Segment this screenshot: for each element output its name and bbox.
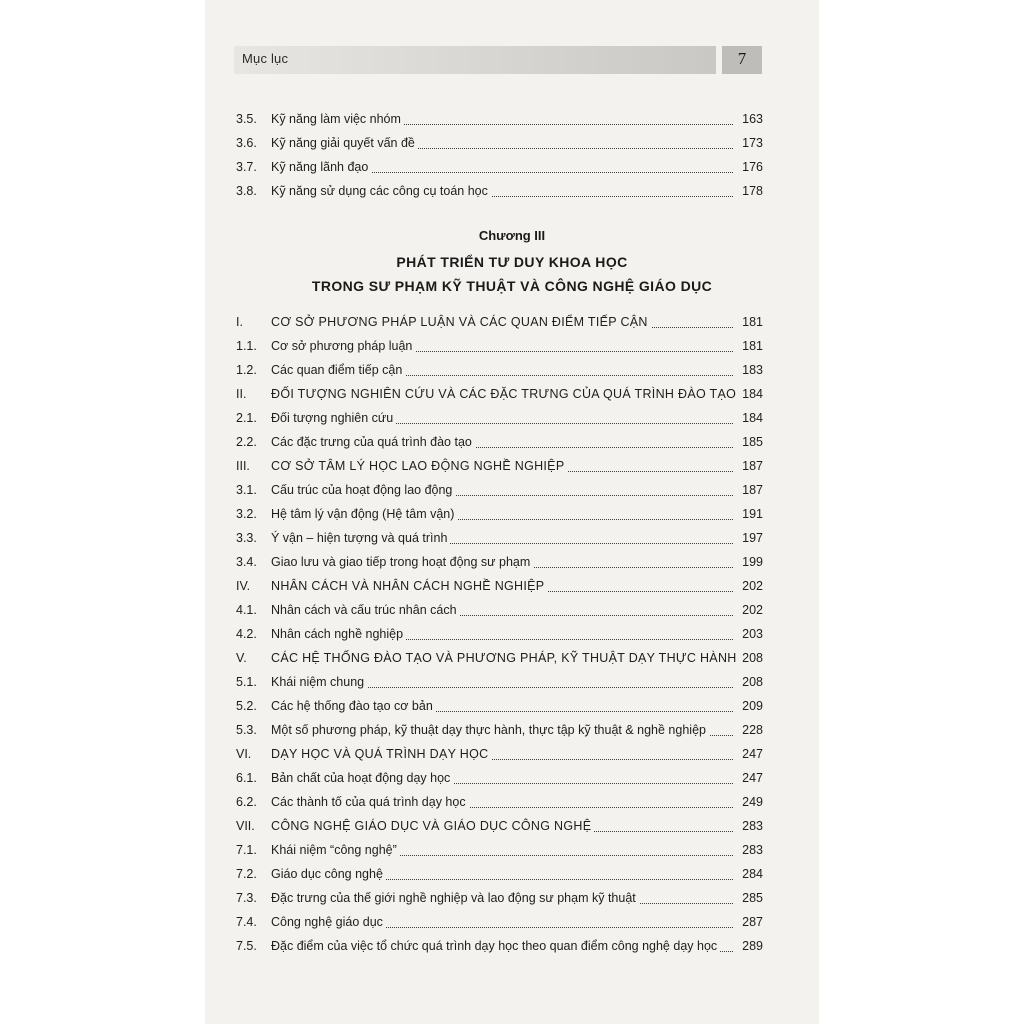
toc-entry-number: 4.2. [236,627,257,641]
toc-entry-page: 191 [739,503,763,525]
toc-entry-title: Cơ sở phương pháp luận [271,335,415,357]
toc-entry-page: 247 [739,767,763,789]
toc-entry [236,108,763,130]
toc-entry-number: 7.5. [236,939,257,953]
toc-entry-number: 3.1. [236,483,257,497]
toc-entry-page: 163 [739,108,763,130]
toc-entry-page: 185 [739,431,763,453]
toc-entry-page: 203 [739,623,763,645]
toc-entry [236,527,763,549]
toc-entry-section [236,455,763,477]
toc-entry-page: 209 [739,695,763,717]
running-header [234,46,716,74]
toc-entry-title: Giáo dục công nghệ [271,863,386,885]
toc-entry-number: II. [236,387,247,401]
toc-entry [236,359,763,381]
toc-entry-title: Công nghệ giáo dục [271,911,386,933]
chapter-label: Chương III [478,228,546,243]
toc-entry-title: Các hệ thống đào tạo cơ bản [271,695,436,717]
toc-entry [236,695,763,717]
toc-entry-number: 4.1. [236,603,257,617]
toc-entry-page: 173 [739,132,763,154]
toc-entry-title: Đặc điểm của việc tổ chức quá trình dạy học theo quan điểm công nghệ dạy học [271,935,720,957]
toc-entry-number: 3.8. [236,184,257,198]
toc-entry-title: Ý vận – hiện tượng và quá trình [271,527,450,549]
toc-entry-title: CƠ SỞ PHƯƠNG PHÁP LUẬN VÀ CÁC QUAN ĐIỂM TIẾP CẬN [271,311,651,333]
toc-entry-title: Khái niệm “công nghệ” [271,839,400,861]
toc-entry-title: Kỹ năng làm việc nhóm [271,108,404,130]
toc-entry-page: 199 [739,551,763,573]
toc-entry-page: 208 [739,647,763,669]
page-number: 7 [737,49,747,68]
toc-entry-title: Cấu trúc của hoạt động lao động [271,479,455,501]
toc-entry-page: 247 [739,743,763,765]
toc-entry-number: 7.1. [236,843,257,857]
toc-entry [236,431,763,453]
toc-entry-page: 178 [739,180,763,202]
toc-entry-title: Nhân cách và cấu trúc nhân cách [271,599,460,621]
running-header-title: Mục lục [242,51,289,66]
toc-entry [236,503,763,525]
toc-entry-page: 228 [739,719,763,741]
toc-entry [236,156,763,178]
toc-entry-title: Các đặc trưng của quá trình đào tạo [271,431,475,453]
toc-entry-page: 187 [739,455,763,477]
toc-entry [236,911,763,933]
toc-entry-title: Các thành tố của quá trình dạy học [271,791,469,813]
chapter-title-line-2: TRONG SƯ PHẠM KỸ THUẬT VÀ CÔNG NGHỆ GIÁO DỤC [311,278,713,294]
toc-entry-number: 3.6. [236,136,257,150]
toc-entry-number: 5.2. [236,699,257,713]
toc-entry-title: Kỹ năng lãnh đạo [271,156,371,178]
toc-entry-number: VII. [236,819,255,833]
toc-entry [236,335,763,357]
toc-entry-number: 3.5. [236,112,257,126]
toc-entry-page: 283 [739,815,763,837]
toc-entry [236,791,763,813]
toc-entry-title: Đặc trưng của thế giới nghề nghiệp và lao động sư phạm kỹ thuật [271,887,639,909]
toc-entry-title: CÔNG NGHỆ GIÁO DỤC VÀ GIÁO DỤC CÔNG NGHỆ [271,815,594,837]
toc-entry-section [236,383,763,405]
toc-entry-title: Các quan điểm tiếp cận [271,359,405,381]
toc-entry-page: 197 [739,527,763,549]
toc-entry [236,623,763,645]
toc-entry-title: NHÂN CÁCH VÀ NHÂN CÁCH NGHỀ NGHIỆP [271,575,547,597]
toc-entry-number: I. [236,315,243,329]
toc-entry [236,599,763,621]
toc-entry-title: Bản chất của hoạt động dạy học [271,767,453,789]
toc-entry-number: 3.2. [236,507,257,521]
toc-entry-number: 5.1. [236,675,257,689]
toc-entry-page: 184 [739,383,763,405]
toc-entry-page: 208 [739,671,763,693]
toc-entry-page: 285 [739,887,763,909]
toc-entry-number: 5.3. [236,723,257,737]
toc-entry-title: DẠY HỌC VÀ QUÁ TRÌNH DẠY HỌC [271,743,491,765]
toc-entry [236,132,763,154]
book-page [205,0,819,1024]
toc-entry-number: 3.7. [236,160,257,174]
toc-entry-page: 289 [739,935,763,957]
toc-entry-number: III. [236,459,250,473]
toc-entry-number: 7.4. [236,915,257,929]
toc-entry-title: Đối tượng nghiên cứu [271,407,396,429]
toc-entry-page: 249 [739,791,763,813]
toc-entry-number: 3.4. [236,555,257,569]
toc-entry [236,551,763,573]
toc-entry-page: 181 [739,335,763,357]
toc-entry-number: 1.2. [236,363,257,377]
toc-entry-title: Nhân cách nghề nghiệp [271,623,406,645]
page-number-box [722,46,762,74]
toc-entry-number: 3.3. [236,531,257,545]
toc-entry-number: IV. [236,579,251,593]
toc-entry-title: ĐỐI TƯỢNG NGHIÊN CỨU VÀ CÁC ĐẶC TRƯNG CỦA QUÁ TRÌNH ĐÀO TẠO [271,383,739,405]
toc-entry-section [236,815,763,837]
toc-entry-page: 181 [739,311,763,333]
toc-entry-number: 7.3. [236,891,257,905]
toc-entry-page: 202 [739,599,763,621]
toc-entry-number: 1.1. [236,339,257,353]
toc-entry-section [236,311,763,333]
toc-entry [236,767,763,789]
toc-entry [236,479,763,501]
toc-entry [236,863,763,885]
toc-entry [236,407,763,429]
toc-entry-number: V. [236,651,247,665]
toc-entry-title: Khái niệm chung [271,671,367,693]
toc-entry-number: 2.2. [236,435,257,449]
toc-entry-title: CÁC HỆ THỐNG ĐÀO TẠO VÀ PHƯƠNG PHÁP, KỸ THUẬT DẠY THỰC HÀNH [271,647,740,669]
toc-entry-title: Kỹ năng sử dụng các công cụ toán học [271,180,491,202]
toc-entry [236,935,763,957]
toc-entry-number: 6.1. [236,771,257,785]
toc-entry-section [236,575,763,597]
toc-entry-title: Một số phương pháp, kỹ thuật dạy thực hành, thực tập kỹ thuật & nghề nghiệp [271,719,709,741]
toc-entry-title: CƠ SỞ TÂM LÝ HỌC LAO ĐỘNG NGHỀ NGHIỆP [271,455,567,477]
toc-entry-title: Giao lưu và giao tiếp trong hoạt động sư phạm [271,551,533,573]
toc-entry-title: Hệ tâm lý vận động (Hệ tâm vận) [271,503,457,525]
toc-entry-title: Kỹ năng giải quyết vấn đề [271,132,418,154]
toc-entry-number: 7.2. [236,867,257,881]
toc-entry-page: 184 [739,407,763,429]
chapter-title-line-1: PHÁT TRIỂN TƯ DUY KHOA HỌC [396,254,628,270]
toc-entry-number: 6.2. [236,795,257,809]
toc-entry-section [236,647,763,669]
toc-entry-page: 287 [739,911,763,933]
toc-entry-page: 187 [739,479,763,501]
toc-entry-page: 283 [739,839,763,861]
toc-entry [236,671,763,693]
toc-entry-number: VI. [236,747,252,761]
toc-entry [236,719,763,741]
toc-entry [236,839,763,861]
toc-entry [236,887,763,909]
toc-entry [236,180,763,202]
toc-entry-page: 284 [739,863,763,885]
toc-entry-number: 2.1. [236,411,257,425]
toc-entry-section [236,743,763,765]
toc-entry-page: 176 [739,156,763,178]
toc-entry-page: 202 [739,575,763,597]
toc-entry-page: 183 [739,359,763,381]
